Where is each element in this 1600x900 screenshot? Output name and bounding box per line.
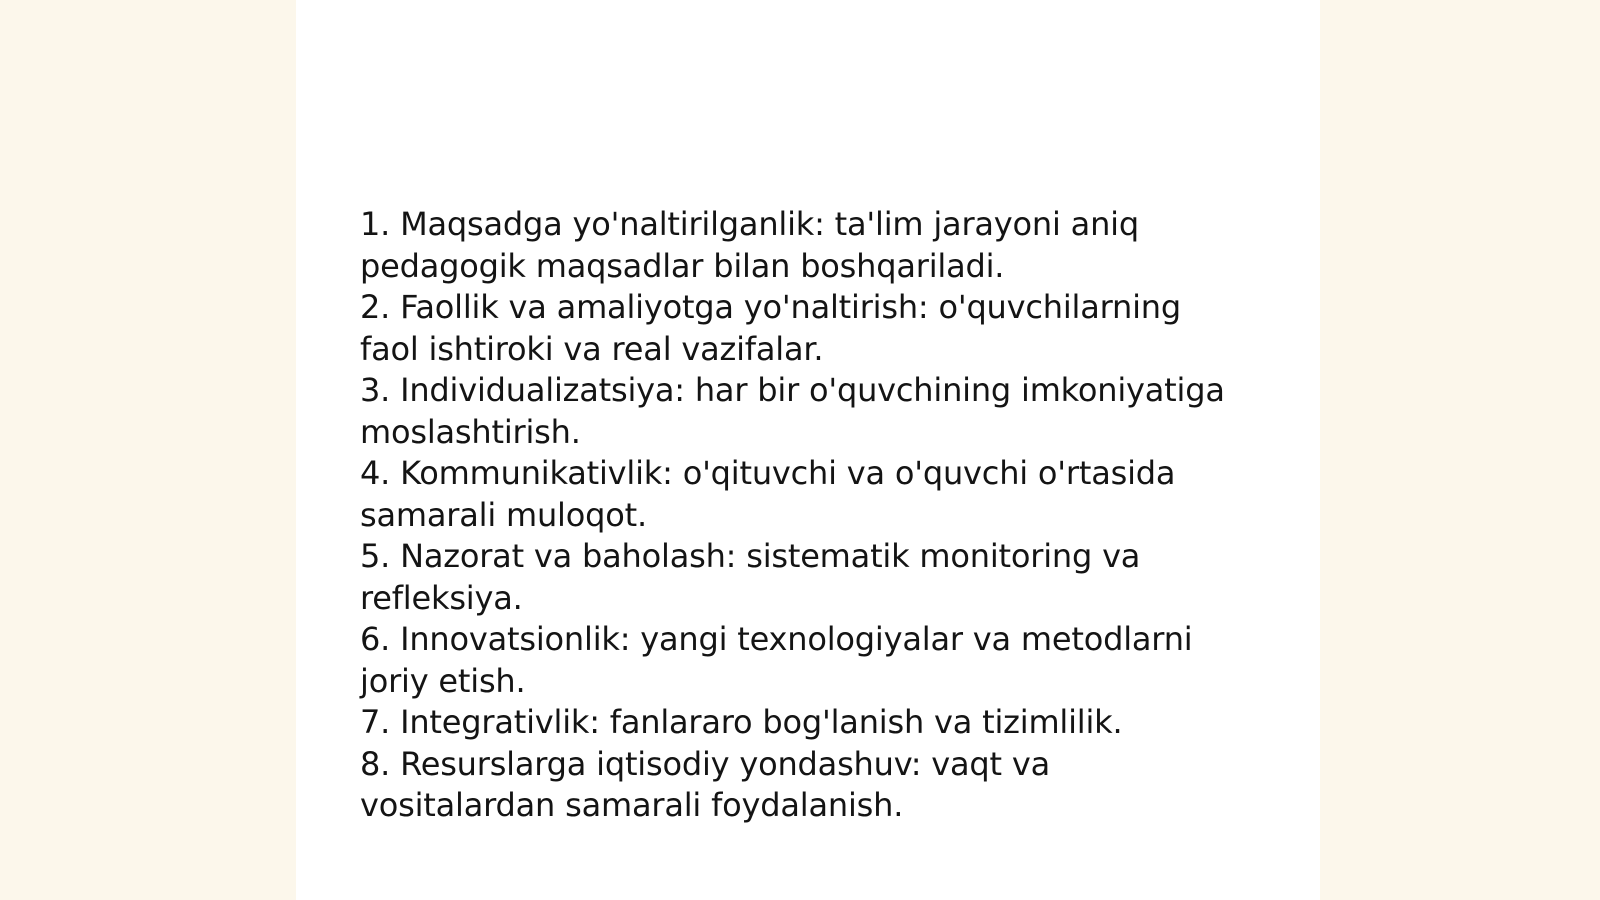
list-item-3: 3. Individualizatsiya: har bir o'quvchining imkoniyatiga moslashtirish. bbox=[360, 371, 1225, 451]
list-item-7: 7. Integrativlik: fanlararo bog'lanish va tizimlilik. bbox=[360, 703, 1123, 741]
list-item-8: 8. Resurslarga iqtisodiy yondashuv: vaqt va vositalardan samarali foydalanish. bbox=[360, 744, 1050, 824]
list-item-6: 6. Innovatsionlik: yangi texnologiyalar va metodlarni joriy etish. bbox=[360, 620, 1193, 700]
list-item-5: 5. Nazorat va baholash: sistematik monitoring va refleksiya. bbox=[360, 537, 1141, 617]
principles-list bbox=[360, 204, 1240, 827]
slide bbox=[296, 0, 1320, 900]
list-item-4: 4. Kommunikativlik: o'qituvchi va o'quvchi o'rtasida samarali muloqot. bbox=[360, 454, 1176, 534]
list-item-1: 1. Maqsadga yo'naltirilganlik: ta'lim jarayoni aniq pedagogik maqsadlar bilan boshqariladi. bbox=[360, 205, 1139, 285]
list-item-2: 2. Faollik va amaliyotga yo'naltirish: o'quvchilarning faol ishtiroki va real vazifalar. bbox=[360, 288, 1181, 368]
